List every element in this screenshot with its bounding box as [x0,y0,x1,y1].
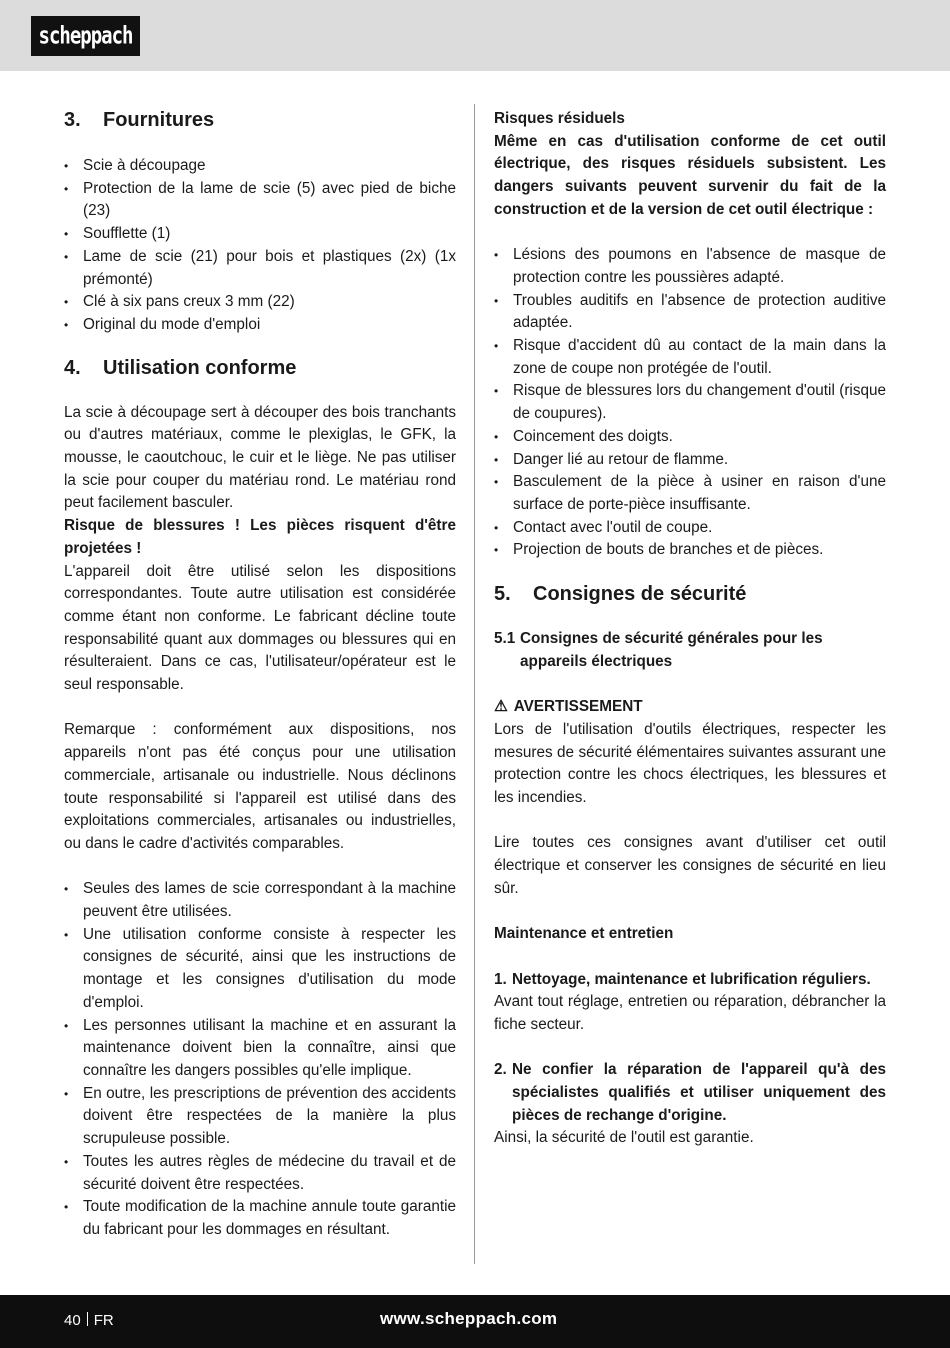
scheppach-logo [31,16,140,56]
list-item: • Troubles auditifs en l'absence de protection auditive adaptée. [494,290,886,335]
list-item: • Lésions des poumons en l'absence de masque de protection contre les poussières adapté. [494,244,886,289]
list-item: • En outre, les prescriptions de prévention des accidents doivent être respectées de la manière la plus scrupuleuse possible. [64,1083,456,1151]
list-item: • Original du mode d'emploi [64,314,456,337]
page-number-value: 40 [64,1312,81,1329]
list-item: • Risque d'accident dû au contact de la main dans la zone de coupe non protégée de l'outil. [494,335,886,380]
list-item: • Coincement des doigts. [494,426,886,449]
item-title: Ne confier la réparation de l'appareil qu'à des spécialistes qualifiés et utiliser uniquement des pièces de rechange d'origine. [512,1061,886,1124]
section-title: Fournitures [103,109,215,131]
list-item: • Toutes les autres règles de médecine du travail et de sécurité doivent être respectées. [64,1151,456,1196]
residual-risks-intro: Même en cas d'utilisation conforme de cet outil électrique, des risques résiduels subsistent. Les dangers suivants peuvent survenir du fait de la construction et de la version de cet outil électrique : [494,132,886,218]
list-item: • Contact avec l'outil de coupe. [494,517,886,540]
warning-triangle-icon: ⚠ [494,698,508,716]
list-item: • Scie à découpage [64,155,456,178]
section-number: 5. [494,583,511,606]
list-item: • Danger lié au retour de flamme. [494,449,886,472]
item-2-text: Ainsi, la sécurité de l'outil est garantie. [494,1129,754,1147]
section-number: 4. [64,356,81,379]
responsibility-paragraph: L'appareil doit être utilisé selon les dispositions correspondantes. Toute autre utilisation est considérée comme étant non conforme. Le fabricant décline toute responsabilité quant aux dommages ou blessures qui en résulteraient. Dans ce cas, l'utilisateur/opérateur est le seul responsable. [64,562,456,694]
list-item: • Protection de la lame de scie (5) avec pied de biche (23) [64,178,456,223]
read-instructions-text: Lire toutes ces consignes avant d'utiliser cet outil électrique et conserver les consignes de sécurité en lieu sûr. [494,834,886,897]
list-item: • Seules des lames de scie correspondant à la machine peuvent être utilisées. [64,878,456,923]
list-item: • Projection de bouts de branches et de pièces. [494,539,886,562]
warning-heading [494,696,886,719]
section-title: Consignes de sécurité [533,583,747,606]
subsection-title: Consignes de sécurité générales pour les appareils électriques [520,630,823,670]
footer-bar [0,1295,950,1348]
section-title: Utilisation conforme [103,356,297,379]
column-divider [474,104,475,1264]
list-item: • Lame de scie (21) pour bois et plastiques (2x) (1x prémonté) [64,246,456,291]
item-number: 2. [494,1061,507,1079]
list-item: • Clé à six pans creux 3 mm (22) [64,291,456,314]
residual-risks-title: Risques résiduels [494,110,625,127]
remark-paragraph: Remarque : conformément aux dispositions, nos appareils n'ont pas été conçus pour une utilisation commerciale, artisanale ou industrielle. Nous déclinons toute responsabilité si l'appareil est utilisé dans des exploitations commerciales, artisanales ou industrielles, ou dans le cadre d'activités comparables. [64,721,456,852]
section-4-heading [64,356,456,380]
language-code: FR [93,1312,114,1329]
warning-text: Lors de l'utilisation d'outils électriques, respecter les mesures de sécurité élémentaires suivantes assurant une protection contre les chocs électriques, les blessures et les incendies. [494,720,886,806]
subsection-5-1-heading [494,628,886,673]
list-item: • Soufflette (1) [64,223,456,246]
right-column [494,108,886,1150]
subsection-number: 5.1 [494,630,516,648]
page-number [64,1312,114,1329]
section-5-heading [494,582,886,606]
intended-use-paragraph: La scie à découpage sert à découper des bois tranchants ou d'autres matériaux, comme le plexiglas, le GFK, la mousse, le caoutchouc, le cuir et le liège. Ne pas utiliser la scie pour couper du matériau rond. Le matériau rond peut facilement basculer. [64,403,456,512]
list-item: • Toute modification de la machine annule toute garantie du fabricant pour les dommages en résultant. [64,1196,456,1241]
item-1-heading [494,969,886,992]
left-column [64,108,456,1242]
section-number: 3. [64,109,81,131]
header-bar [0,0,950,71]
maintenance-title: Maintenance et entretien [494,925,674,943]
intended-use-list [64,878,456,1241]
injury-warning: Risque de blessures ! Les pièces risquent d'être projetées ! [64,517,456,557]
section-3-heading [64,108,456,132]
list-item: • Une utilisation conforme consiste à respecter les consignes de sécurité, ainsi que les instructions de montage et les consignes d'utilisation du mode d'emploi. [64,924,456,1015]
item-2-heading [494,1059,886,1127]
logo-text: scheppach [38,22,133,50]
item-number: 1. [494,970,507,988]
item-title: Nettoyage, maintenance et lubrification réguliers. [512,970,871,988]
list-item: • Risque de blessures lors du changement d'outil (risque de coupures). [494,380,886,425]
list-item: • Basculement de la pièce à usiner en raison d'une surface de porte-pièce insuffisante. [494,471,886,516]
list-item: • Les personnes utilisant la machine et en assurant la maintenance doivent bien la connaître, ainsi que connaître les dangers possibles qu'elle implique. [64,1015,456,1083]
warning-label: AVERTISSEMENT [513,698,643,716]
item-1-text: Avant tout réglage, entretien ou réparation, débrancher la fiche secteur. [494,993,886,1033]
website-link[interactable]: www.scheppach.com [380,1309,558,1328]
residual-risks-list [494,244,886,562]
supplies-list [64,155,456,337]
